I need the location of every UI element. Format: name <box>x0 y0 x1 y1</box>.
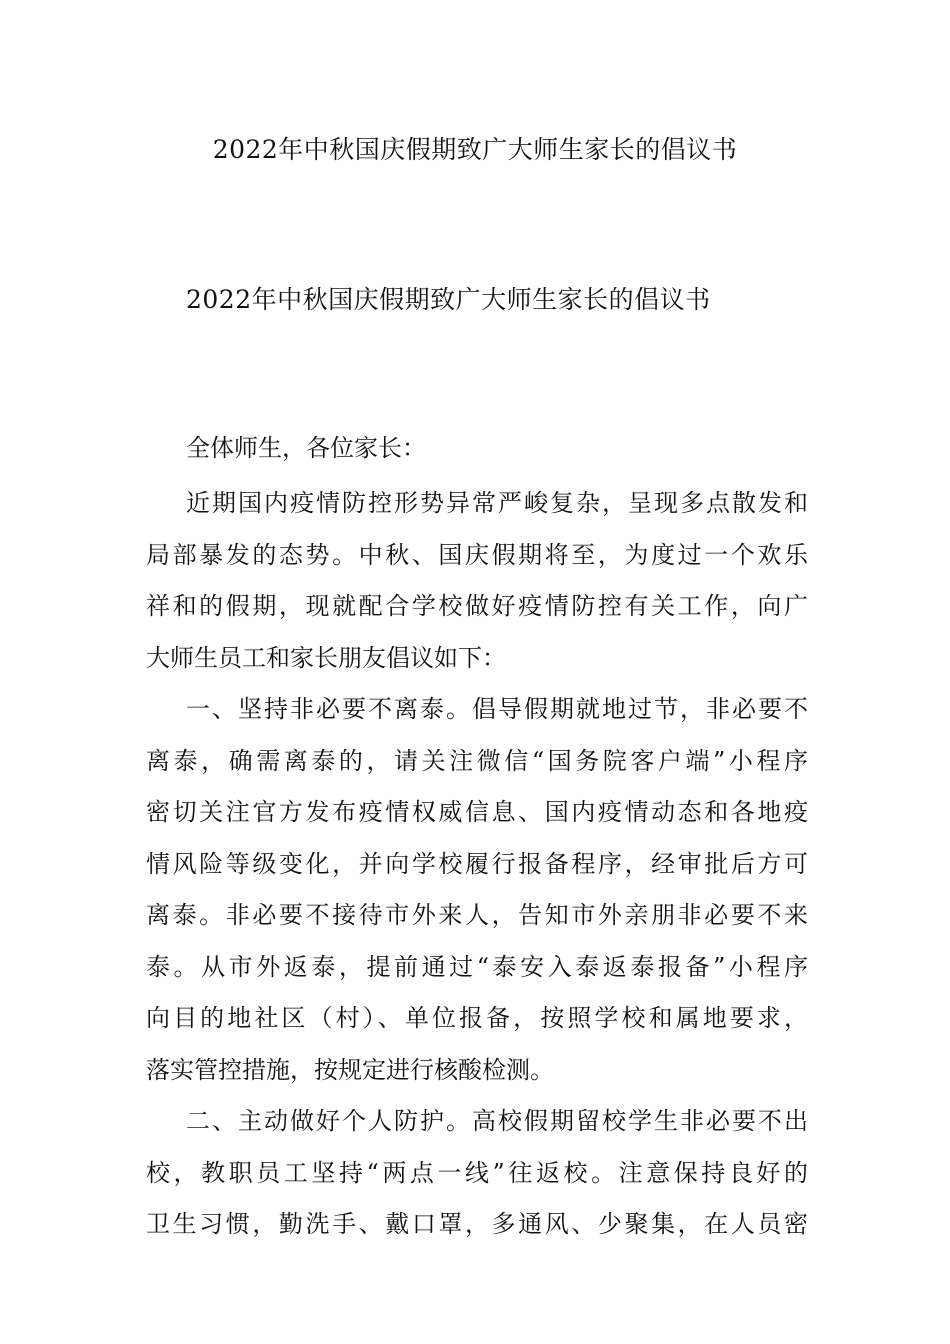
paragraph-1 <box>146 478 808 684</box>
text-line: 祥和的假期，现就配合学校做好疫情防控有关工作，向广 <box>146 592 808 620</box>
document-title: 2022年中秋国庆假期致广大师生家长的倡议书 <box>212 135 738 164</box>
text-line: 密切关注官方发布疫情权威信息、国内疫情动态和各地疫 <box>146 798 808 826</box>
text-line: 向目的地社区（村）、单位报备，按照学校和属地要求， <box>146 1004 808 1032</box>
text-line: 校，教职员工坚持“两点一线”往返校。注意保持良好的 <box>146 1158 808 1187</box>
salutation: 全体师生，各位家长： <box>186 434 426 462</box>
text-line: 离泰。非必要不接待市外来人，告知市外亲朋非必要不来 <box>146 901 808 929</box>
text-line: 局部暴发的态势。中秋、国庆假期将至，为度过一个欢乐 <box>146 540 808 569</box>
text-line: 近期国内疫情防控形势异常严峻复杂，呈现多点散发和 <box>186 489 808 517</box>
text-line: 泰。从市外返泰，提前通过“泰安入泰返泰报备”小程序 <box>146 952 808 981</box>
paragraph-3 <box>146 1096 808 1251</box>
text-line: 卫生习惯，勤洗手、戴口罩，多通风、少聚集，在人员密 <box>146 1210 808 1238</box>
text-line: 落实管控措施，按规定进行核酸检测。 <box>146 1055 554 1084</box>
text-line: 一、坚持非必要不离泰。倡导假期就地过节，非必要不 <box>186 695 808 723</box>
paragraph-2 <box>146 684 808 1096</box>
document-subtitle: 2022年中秋国庆假期致广大师生家长的倡议书 <box>186 285 711 314</box>
text-line: 离泰，确需离泰的，请关注微信“国务院客户端”小程序 <box>146 746 808 775</box>
text-line: 情风险等级变化，并向学校履行报备程序，经审批后方可 <box>146 849 808 878</box>
body-text <box>146 478 808 1251</box>
text-line: 二、主动做好个人防护。高校假期留校学生非必要不出 <box>186 1107 808 1135</box>
text-line: 大师生员工和家长朋友倡议如下： <box>146 643 506 672</box>
